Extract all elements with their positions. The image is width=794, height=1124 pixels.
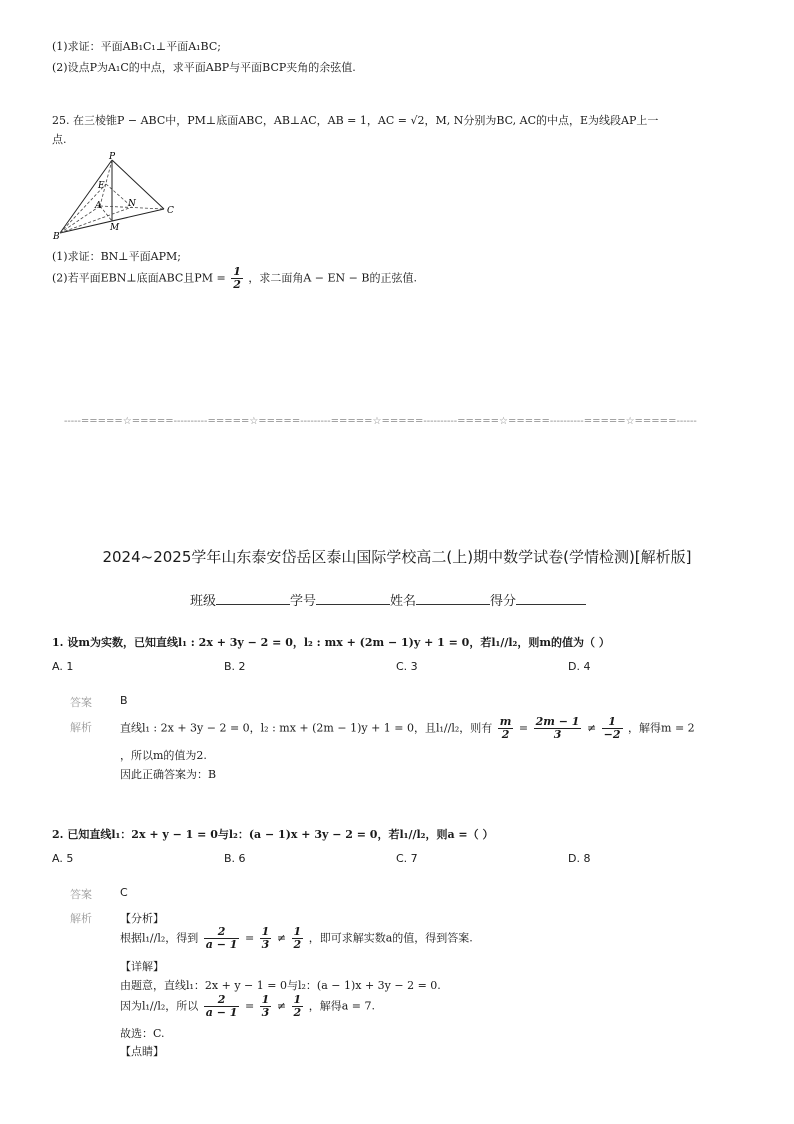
class-label: 班级 xyxy=(190,594,217,609)
q2-line1: 根据l₁//l₂，得到 $\frac{2}{a - 1}$ = $\frac{1}{3}$ ≠ $\frac{1}{2}$ ，即可求解实数a的值，得到答案. xyxy=(120,925,473,951)
q2-frac-a2: $\frac{2}{a - 1}$ xyxy=(205,993,238,1019)
q1-option-c: C. 3 xyxy=(396,660,418,673)
q2-answer-label: 答案 xyxy=(70,888,92,901)
q1-answer: B xyxy=(120,694,128,707)
q2-frac-c2: $\frac{1}{2}$ xyxy=(293,993,302,1019)
id-label: 学号 xyxy=(290,594,317,609)
label-N: N xyxy=(128,199,136,209)
q2-answer: C xyxy=(120,886,128,899)
q2-option-b: B. 6 xyxy=(224,852,246,865)
q25-part2: (2)若平面EBN⊥底面ABC且PM = $\frac{1}{2}$ ，求二面角A − EN − B的正弦值. xyxy=(52,265,417,291)
q2-line3: 因为l₁//l₂，所以 $\frac{2}{a - 1}$ = $\frac{1}{3}$ ≠ $\frac{1}{2}$ ，解得a = 7. xyxy=(120,993,375,1019)
q24-part2: (2)设点P为A₁C的中点，求平面ABP与平面BCP夹角的余弦值. xyxy=(52,61,356,74)
page-title: 2024~2025学年山东泰安岱岳区泰山国际学校高二(上)期中数学试卷(学情检测)[解析版] xyxy=(102,548,692,566)
q2-option-d: D. 8 xyxy=(568,852,591,865)
q1-frac-3: $\frac{1}{-2}$ xyxy=(603,715,621,741)
fraction-half: $\frac{1}{2}$ xyxy=(233,265,241,291)
q1-frac-2: $\frac{2m - 1}{3}$ xyxy=(535,715,580,741)
q2-line2: 由题意，直线l₁：2x + y − 1 = 0与l₂：(a − 1)x + 3y − 2 = 0. xyxy=(120,979,441,992)
label-C: C xyxy=(167,206,174,216)
label-M: M xyxy=(110,223,120,233)
q1-stem: 1. 设m为实数，已知直线l₁ : 2x + 3y − 2 = 0，l₂ : mx + (2m − 1)y + 1 = 0，若l₁//l₂，则m的值为（ ） xyxy=(52,636,610,649)
q2-heading-analysis: 【分析】 xyxy=(120,912,164,925)
q2-option-a: A. 5 xyxy=(52,852,74,865)
info-fields xyxy=(190,590,586,609)
name-label: 姓名 xyxy=(390,594,417,609)
q25-stem-line2: 点. xyxy=(52,133,67,146)
class-blank xyxy=(216,604,290,605)
score-label: 得分 xyxy=(490,594,517,609)
q2-analysis-label: 解析 xyxy=(70,912,92,925)
section-separator: -----=====☆=====----------=====☆=====---------=====☆=====----------=====☆=====----------=====☆=====------ xyxy=(64,416,697,427)
q2-line4: 故选：C. xyxy=(120,1027,165,1040)
q1-frac-1: $\frac{m}{2}$ xyxy=(499,715,512,741)
label-A: A xyxy=(95,201,102,211)
q2-frac-a: $\frac{2}{a - 1}$ xyxy=(205,925,238,951)
q1-analysis-line3: 因此正确答案为：B xyxy=(120,768,217,781)
q25-stem-line1: 25. 在三棱锥P − ABC中，PM⊥底面ABC，AB⊥AC，AB = 1，AC = √2，M, N分别为BC, AC的中点，E为线段AP上一 xyxy=(52,114,659,127)
q2-frac-b: $\frac{1}{3}$ xyxy=(261,925,270,951)
q1-option-a: A. 1 xyxy=(52,660,74,673)
q1-option-b: B. 2 xyxy=(224,660,246,673)
q1-analysis-line1: 直线l₁ : 2x + 3y − 2 = 0，l₂ : mx + (2m − 1)y + 1 = 0，且l₁//l₂，则有 $\frac{m}{2}$ = $\frac{2m - 1}{3}$ ≠ $\frac{1}{-2}$ ，解得m = 2 xyxy=(120,715,695,741)
label-B: B xyxy=(53,232,60,242)
q1-analysis-line2: ，所以m的值为2. xyxy=(120,749,207,762)
name-blank xyxy=(416,604,490,605)
q2-frac-c: $\frac{1}{2}$ xyxy=(293,925,302,951)
q25-part1: (1)求证：BN⊥平面APM; xyxy=(52,250,181,263)
q1-analysis-label: 解析 xyxy=(70,721,92,734)
q2-heading-comment: 【点睛】 xyxy=(120,1045,164,1058)
label-E: E xyxy=(98,181,105,191)
q1-option-d: D. 4 xyxy=(568,660,591,673)
q2-stem: 2. 已知直线l₁：2x + y − 1 = 0与l₂：(a − 1)x + 3y − 2 = 0，若l₁//l₂，则a =（ ） xyxy=(52,828,494,841)
q2-option-c: C. 7 xyxy=(396,852,418,865)
label-P: P xyxy=(109,152,116,162)
q24-part1: (1)求证：平面AB₁C₁⊥平面A₁BC; xyxy=(52,40,221,53)
q2-heading-detail: 【详解】 xyxy=(120,960,164,973)
q1-answer-label: 答案 xyxy=(70,696,92,709)
q2-frac-b2: $\frac{1}{3}$ xyxy=(261,993,270,1019)
tetrahedron-figure xyxy=(52,150,182,242)
score-blank xyxy=(516,604,586,605)
id-blank xyxy=(316,604,390,605)
